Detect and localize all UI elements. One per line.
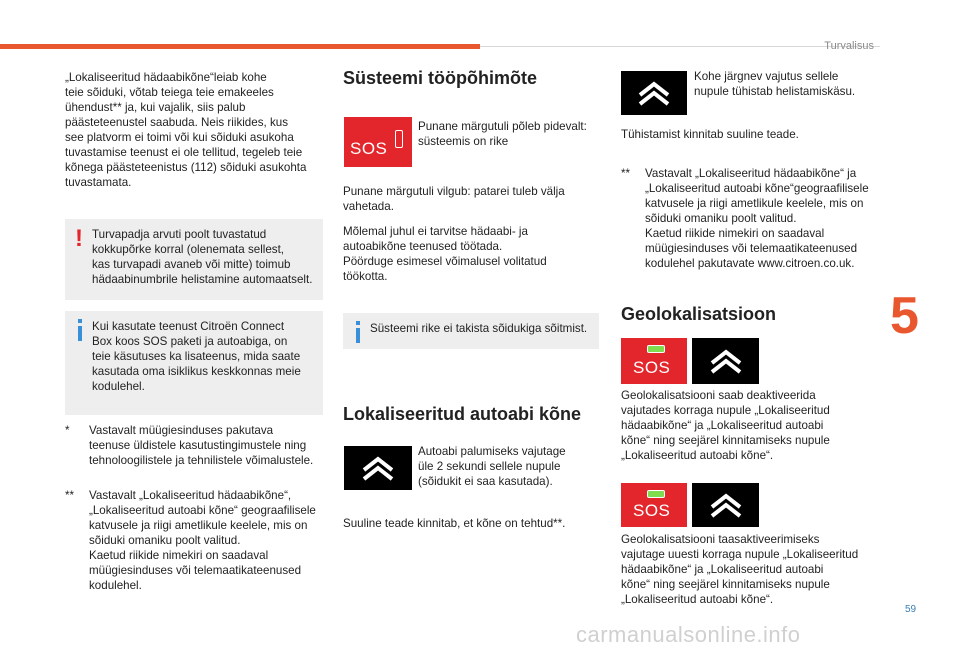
cancel-text xyxy=(694,69,874,99)
chapter-number: 5 xyxy=(890,287,919,345)
double-chevron-icon xyxy=(636,79,672,107)
header-rule xyxy=(480,46,880,47)
text-line: „Lokaliseeritud autoabi kõne“geograafilisele xyxy=(645,182,869,195)
text-line: Kui kasutate teenust Citroën Connect xyxy=(92,320,285,333)
watermark: carmanualsonline.info xyxy=(576,622,801,647)
text-line: katvusele ja riigi ametlikule keelele, mis on xyxy=(89,519,308,532)
text-line: Turvapadja arvuti poolt tuvastatud xyxy=(92,228,267,241)
page-number: 59 xyxy=(905,604,917,615)
text-line: süsteemis on rike xyxy=(418,135,509,148)
text-line: tehnoloogilistele ja tehnilistele võimalustele. xyxy=(89,454,314,467)
text-line: nupule tühistab helistamiskäsu. xyxy=(694,85,856,98)
text-line: „Lokaliseeritud autoabi kõne“. xyxy=(621,593,774,606)
text-line: kasutada oma isiklikus keskkonnas meie xyxy=(92,365,301,378)
warning-lamp-icon xyxy=(395,130,403,148)
warning-icon: ! xyxy=(75,225,83,252)
text-line: kõnega päästeteenistus (112) sõiduki asukohta xyxy=(65,161,307,174)
text-line: hädaabikõne“ ja „Lokaliseeritud autoabi xyxy=(621,563,824,576)
text-line: Geolokalisatsiooni saab deaktiveerida xyxy=(621,389,816,402)
info-text xyxy=(92,319,317,394)
text-line: katvusele ja riigi ametlikule keelele, mis on xyxy=(645,197,864,210)
assistance-button-illustration xyxy=(344,446,412,490)
text-line: kodulehel pakutavate www.citroen.co.uk. xyxy=(645,257,855,270)
assist-press-text xyxy=(418,444,598,489)
heading-geolocation: Geolokalisatsioon xyxy=(621,304,777,324)
intro-paragraph xyxy=(65,70,325,190)
text-line: Geolokalisatsiooni taasaktiveerimiseks xyxy=(621,533,820,546)
text-line: Mõlemal juhul ei tarvitse hädaabi- ja xyxy=(343,225,528,238)
sos-label: SOS xyxy=(350,139,388,158)
text-line: tuvastamise teenust ei ole tellitud, tegeleb teie xyxy=(65,146,303,159)
connect-box-info xyxy=(65,311,323,415)
text-line: Vastavalt „Lokaliseeritud hädaabikõne“, xyxy=(89,489,292,502)
fault-info-box xyxy=(343,313,599,349)
text-line: Autoabi palumiseks vajutage xyxy=(418,445,566,458)
text-line: „Lokaliseeritud autoabi kõne“ geograafilisele xyxy=(89,504,316,517)
assistance-button-illustration xyxy=(692,338,759,384)
text-line: müügiesinduses või telemaatikateenused xyxy=(89,564,302,577)
text-line: Pöörduge esimesel võimalusel volitatud xyxy=(343,255,547,268)
footnote-double-star xyxy=(65,488,327,598)
footnote-single-star xyxy=(65,423,327,471)
assistance-button-illustration xyxy=(621,71,687,115)
text-line: vajutage uuesti korraga nupule „Lokaliseeritud xyxy=(621,548,859,561)
services-text xyxy=(343,224,598,284)
geolocation-deactivate-text xyxy=(621,388,881,463)
sos-label: SOS xyxy=(633,358,671,377)
assist-confirm-text: Suuline teade kinnitab, et kõne on tehtud**. xyxy=(343,517,566,530)
warning-text xyxy=(92,227,317,287)
text-line: Vastavalt müügiesinduses pakutava xyxy=(89,424,274,437)
text-line: Kohe järgnev vajutus sellele xyxy=(694,70,839,83)
text-line: Punane märgutuli põleb pidevalt: xyxy=(418,120,587,133)
footnote-marker: * xyxy=(65,424,70,437)
footnote-double-star xyxy=(621,166,879,276)
text-line: teenuse üldistele kasutustingimustele ning xyxy=(89,439,307,452)
header-accent-bar xyxy=(0,44,480,49)
text-line: töökotta. xyxy=(343,270,388,283)
sos-button-illustration xyxy=(621,483,687,527)
footnote-marker: ** xyxy=(621,167,631,180)
text-line: üle 2 sekundi sellele nupule xyxy=(418,460,561,473)
heading-system-operation: Süsteemi tööpõhimõte xyxy=(343,68,538,88)
footnote-marker: ** xyxy=(65,489,75,502)
text-line: autoabikõne teenused töötada. xyxy=(343,240,503,253)
sos-label: SOS xyxy=(633,501,671,520)
text-line: kodulehel. xyxy=(89,579,142,592)
text-line: (sõidukit ei saa kasutada). xyxy=(418,475,553,488)
text-line: ühendust** ja, kui vajalik, siis palub xyxy=(65,101,246,114)
section-title: Turvalisus xyxy=(824,40,874,52)
info-icon xyxy=(351,321,365,343)
sos-button-illustration xyxy=(621,338,687,384)
lamp-blink-text xyxy=(343,184,598,214)
text-line: hädaabikõne“ ja „Lokaliseeritud autoabi xyxy=(621,419,824,432)
text-line: Box koos SOS paketi ja autoabiga, on xyxy=(92,335,288,348)
sos-button-illustration xyxy=(344,117,412,167)
text-line: teie sõiduki, võtab teiega teie emakeeles xyxy=(65,86,274,99)
text-line: Kaetud riikide nimekiri on saadaval xyxy=(89,549,269,562)
text-line: vajutades korraga nupule „Lokaliseeritud xyxy=(621,404,830,417)
text-line: „Lokaliseeritud autoabi kõne“. xyxy=(621,449,774,462)
text-line: kõne“ ning seejärel kinnitamiseks nupule xyxy=(621,578,830,591)
text-line: kodulehel. xyxy=(92,380,145,393)
assistance-button-illustration xyxy=(692,483,759,527)
heading-assistance-call: Lokaliseeritud autoabi kõne xyxy=(343,404,582,424)
green-led-icon xyxy=(647,345,665,353)
text-line: Punane märgutuli vilgub: patarei tuleb välja xyxy=(343,185,565,198)
text-line: kokkupõrke korral (olenemata sellest, xyxy=(92,243,285,256)
info-icon xyxy=(73,319,87,341)
text-line: see platvorm ei toimi või kui sõiduki asukoha xyxy=(65,131,294,144)
text-line: Vastavalt „Lokaliseeritud hädaabikõne“ ja xyxy=(645,167,857,180)
text-line: „Lokaliseeritud hädaabikõne“leiab kohe xyxy=(65,71,267,84)
green-led-icon xyxy=(647,490,665,498)
lamp-on-text xyxy=(418,119,598,149)
double-chevron-icon xyxy=(360,454,396,482)
text-line: teie käsutuses ka lisateenus, mida saate xyxy=(92,350,301,363)
text-line: sõiduki omaniku poolt valitud. xyxy=(645,212,797,225)
info-text: Süsteemi rike ei takista sõidukiga sõitmist. xyxy=(370,322,588,335)
text-line: päästeteenustel saabuda. Neis riikides, kus xyxy=(65,116,288,129)
text-line: sõiduki omaniku poolt valitud. xyxy=(89,534,241,547)
geolocation-reactivate-text xyxy=(621,532,881,607)
text-line: müügiesinduses või telemaatikateenused xyxy=(645,242,858,255)
text-line: hädaabinumbrile helistamine automaatselt. xyxy=(92,273,313,286)
text-line: kas turvapadi avaneb või mitte) toimub xyxy=(92,258,291,271)
text-line: tuvastamata. xyxy=(65,176,132,189)
text-line: vahetada. xyxy=(343,200,394,213)
cancel-confirm-text: Tühistamist kinnitab suuline teade. xyxy=(621,128,799,141)
text-line: kõne“ ning seejärel kinnitamiseks nupule xyxy=(621,434,830,447)
text-line: Kaetud riikide nimekiri on saadaval xyxy=(645,227,825,240)
double-chevron-icon xyxy=(708,347,744,375)
airbag-warning-box xyxy=(65,219,323,300)
double-chevron-icon xyxy=(708,491,744,519)
